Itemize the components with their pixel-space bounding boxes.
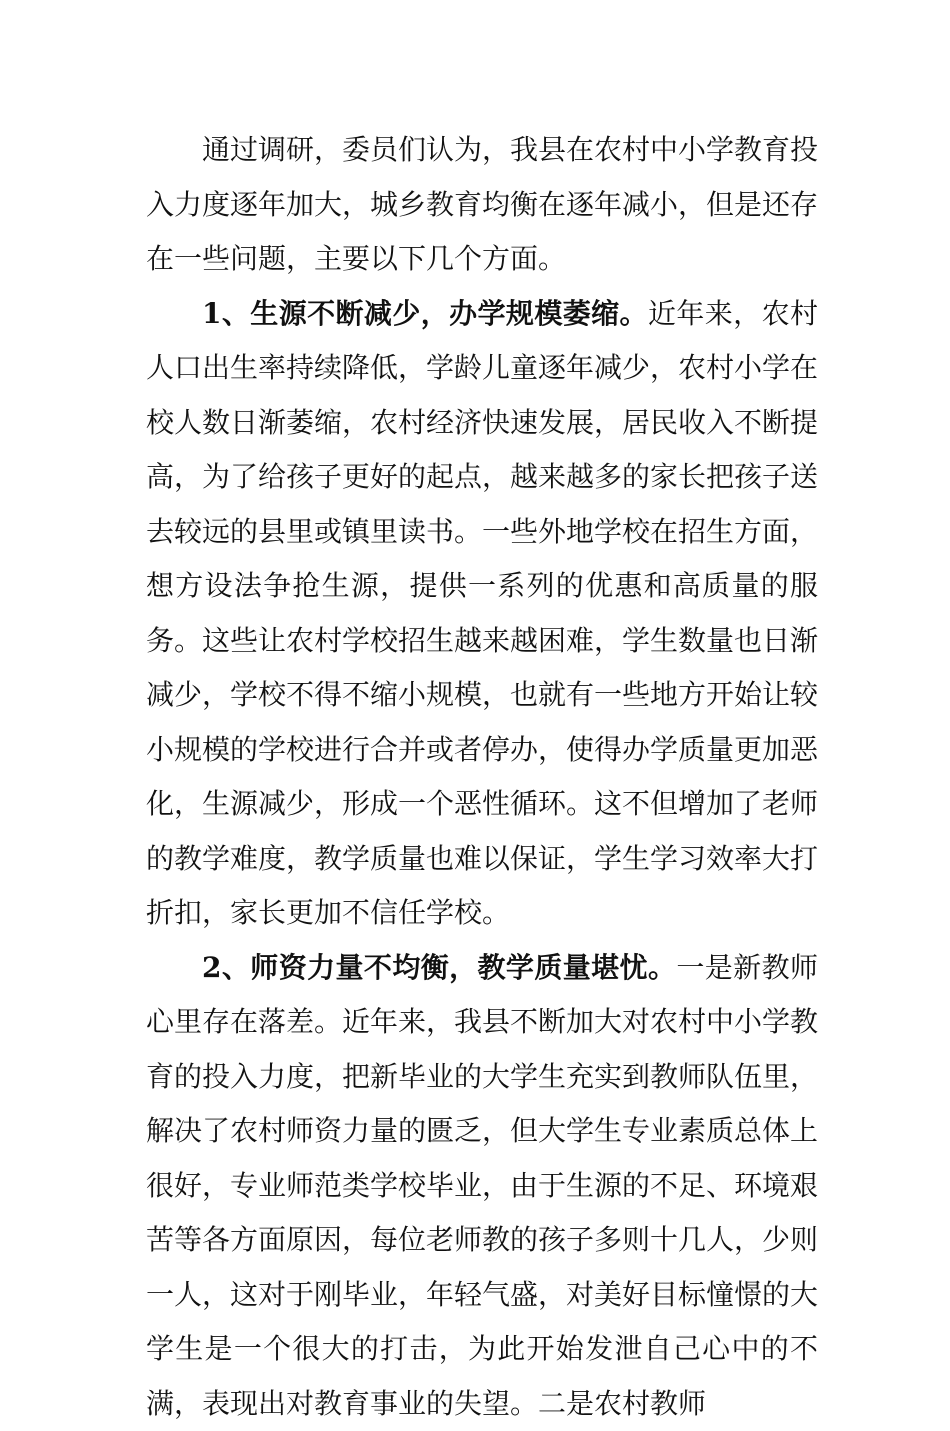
paragraph-section-2 xyxy=(146,941,818,1431)
paragraph-intro xyxy=(146,123,818,287)
document-page xyxy=(146,123,818,1431)
section-heading: 1、生源不断减少，办学规模萎缩。 xyxy=(202,297,648,330)
paragraph-text: 一是新教师心里存在落差。近年来，我县不断加大对农村中小学教育的投入力度，把新毕业的大学生充实到教师队伍里，解决了农村师资力量的匮乏，但大学生专业素质总体上很好，专业师范类学校毕业，由于生源的不足、环境艰苦等各方面原因，每位老师教的孩子多则十几人，少则一人，这对于刚毕业，年轻气盛，对美好目标憧憬的大学生是一个很大的打击，为此开始发泄自己心中的不满，表现出对教育事业的失望。二是农村教师 xyxy=(146,951,818,1420)
section-heading: 2、师资力量不均衡，教学质量堪忧。 xyxy=(202,951,676,984)
paragraph-text: 近年来，农村人口出生率持续降低，学龄儿童逐年减少，农村小学在校人数日渐萎缩，农村经济快速发展，居民收入不断提高，为了给孩子更好的起点，越来越多的家长把孩子送去较远的县里或镇里读书。一些外地学校在招生方面，想方设法争抢生源，提供一系列的优惠和高质量的服务。这些让农村学校招生越来越困难，学生数量也日渐减少，学校不得不缩小规模，也就有一些地方开始让较小规模的学校进行合并或者停办，使得办学质量更加恶化，生源减少，形成一个恶性循环。这不但增加了老师的教学难度，教学质量也难以保证，学生学习效率大打折扣，家长更加不信任学校。 xyxy=(146,297,818,930)
paragraph-section-1 xyxy=(146,287,818,941)
paragraph-text: 通过调研，委员们认为，我县在农村中小学教育投入力度逐年加大，城乡教育均衡在逐年减小，但是还存在一些问题，主要以下几个方面。 xyxy=(146,133,818,275)
